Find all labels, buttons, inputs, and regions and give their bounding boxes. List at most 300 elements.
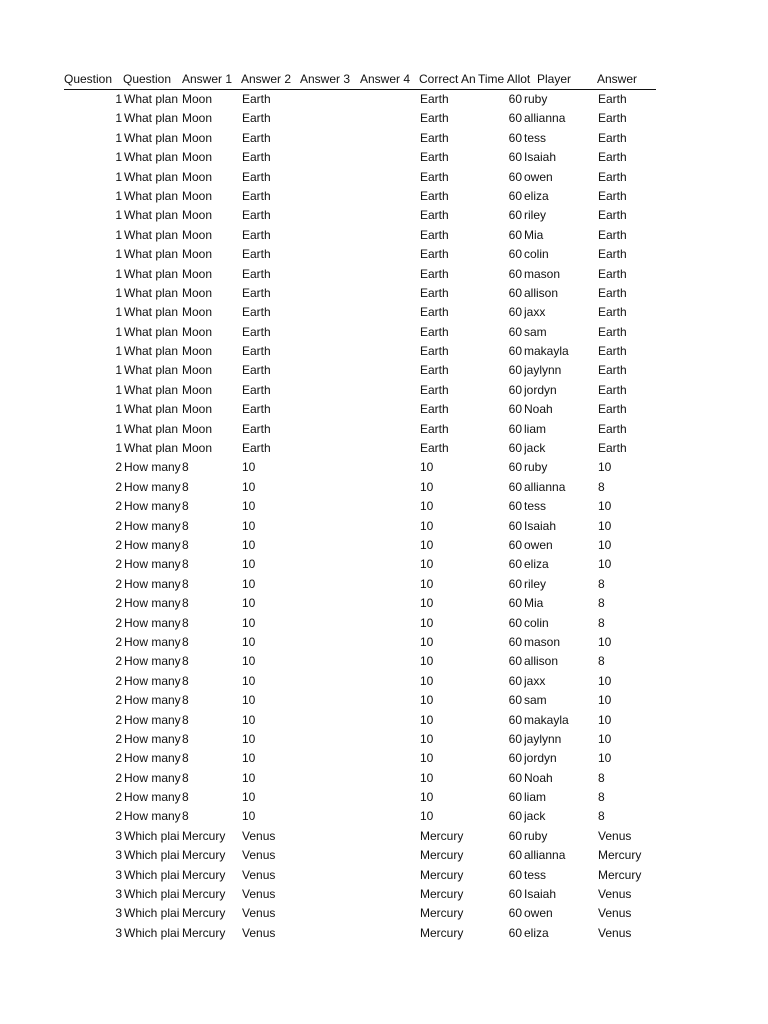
cell-answer-1: Moon <box>182 227 213 242</box>
cell-player: jaylynn <box>524 731 562 746</box>
cell-answer-1: 8 <box>182 751 189 766</box>
cell-answer: Earth <box>598 441 627 456</box>
cell-answer: Earth <box>598 130 627 145</box>
cell-player: tess <box>524 867 547 882</box>
header-answer-2: Answer 2 <box>241 72 292 86</box>
cell-answer: Earth <box>598 92 627 106</box>
cell-question-text: What plan <box>124 305 179 320</box>
header-player: Player <box>537 72 572 86</box>
cell-answer-1: Mercury <box>182 848 226 863</box>
cell-answer: Venus <box>598 906 632 921</box>
cell-player: liam <box>524 790 547 805</box>
table-row <box>64 633 656 652</box>
cell-question-text: What plan <box>124 285 179 300</box>
cell-question-text: How many <box>124 576 181 591</box>
table-row <box>64 206 656 225</box>
cell-answer-2: 10 <box>242 537 256 552</box>
cell-answer-2: Venus <box>242 887 276 902</box>
table-row <box>64 109 656 128</box>
cell-question-number: 3 <box>115 925 122 940</box>
cell-question-text: What plan <box>124 92 179 106</box>
cell-time-allotted: 60 <box>508 848 522 863</box>
cell-answer-2: 10 <box>242 673 256 688</box>
cell-question-number: 1 <box>115 247 122 262</box>
cell-answer: Earth <box>598 402 627 417</box>
cell-answer-1: 8 <box>182 790 189 805</box>
cell-answer: Earth <box>598 363 627 378</box>
cell-time-allotted: 60 <box>508 92 522 106</box>
cell-time-allotted: 60 <box>508 130 522 145</box>
cell-correct-answer: 10 <box>420 576 434 591</box>
cell-answer: 10 <box>598 673 612 688</box>
cell-question-text: What plan <box>124 150 179 165</box>
table-row <box>64 187 656 206</box>
header-time-allotted: Time Allot <box>478 72 531 86</box>
cell-answer: Earth <box>598 324 627 339</box>
cell-answer: Earth <box>598 111 627 126</box>
cell-time-allotted: 60 <box>508 867 522 882</box>
table-row <box>64 769 656 788</box>
cell-answer-2: Earth <box>242 150 271 165</box>
cell-question-text: What plan <box>124 421 179 436</box>
cell-answer-1: Mercury <box>182 906 226 921</box>
cell-answer-2: Earth <box>242 363 271 378</box>
cell-answer-1: 8 <box>182 576 189 591</box>
cell-time-allotted: 60 <box>508 441 522 456</box>
cell-answer: 10 <box>598 460 612 475</box>
cell-time-allotted: 60 <box>508 925 522 940</box>
table-row <box>64 517 656 536</box>
cell-player: jack <box>524 809 546 824</box>
cell-answer-1: 8 <box>182 518 189 533</box>
cell-question-number: 2 <box>115 693 122 708</box>
cell-answer-1: 8 <box>182 557 189 572</box>
cell-question-number: 2 <box>115 460 122 475</box>
cell-question-text: Which plai <box>124 906 180 921</box>
cell-time-allotted: 60 <box>508 208 522 223</box>
cell-answer: 10 <box>598 499 612 514</box>
cell-time-allotted: 60 <box>508 654 522 669</box>
cell-player: jaxx <box>524 673 546 688</box>
cell-answer: Earth <box>598 150 627 165</box>
cell-time-allotted: 60 <box>508 673 522 688</box>
table-row <box>64 711 656 730</box>
table-row <box>64 439 656 458</box>
cell-player: Mia <box>524 227 544 242</box>
cell-answer: Earth <box>598 247 627 262</box>
cell-answer-2: Venus <box>242 906 276 921</box>
cell-question-number: 1 <box>115 111 122 126</box>
cell-answer-1: 8 <box>182 654 189 669</box>
cell-answer: Venus <box>598 887 632 902</box>
cell-question-number: 1 <box>115 382 122 397</box>
cell-correct-answer: Earth <box>420 169 449 184</box>
cell-time-allotted: 60 <box>508 382 522 397</box>
cell-question-number: 2 <box>115 673 122 688</box>
cell-correct-answer: Earth <box>420 285 449 300</box>
cell-answer-1: 8 <box>182 712 189 727</box>
cell-answer-2: Earth <box>242 227 271 242</box>
cell-answer-1: Mercury <box>182 828 226 843</box>
cell-time-allotted: 60 <box>508 266 522 281</box>
cell-correct-answer: Earth <box>420 188 449 203</box>
cell-player: jordyn <box>524 382 557 397</box>
cell-question-number: 2 <box>115 499 122 514</box>
cell-player: sam <box>524 693 547 708</box>
cell-answer-2: 10 <box>242 460 256 475</box>
cell-question-text: How many <box>124 596 181 611</box>
cell-answer-1: Moon <box>182 130 213 145</box>
cell-answer: Earth <box>598 421 627 436</box>
table-row <box>64 168 656 187</box>
cell-question-number: 2 <box>115 518 122 533</box>
cell-time-allotted: 60 <box>508 537 522 552</box>
cell-answer-2: 10 <box>242 634 256 649</box>
cell-answer: Earth <box>598 266 627 281</box>
cell-answer-2: 10 <box>242 499 256 514</box>
cell-answer-1: Moon <box>182 266 213 281</box>
cell-question-number: 1 <box>115 305 122 320</box>
cell-answer-1: Moon <box>182 285 213 300</box>
cell-answer-1: 8 <box>182 770 189 785</box>
cell-question-text: What plan <box>124 130 179 145</box>
cell-answer-2: Earth <box>242 324 271 339</box>
cell-answer: 8 <box>598 596 605 611</box>
cell-answer: Earth <box>598 169 627 184</box>
cell-correct-answer: 10 <box>420 712 434 727</box>
cell-correct-answer: Mercury <box>420 867 464 882</box>
table-row <box>64 245 656 264</box>
cell-question-text: What plan <box>124 363 179 378</box>
cell-question-number: 1 <box>115 188 122 203</box>
cell-question-text: What plan <box>124 441 179 456</box>
cell-time-allotted: 60 <box>508 887 522 902</box>
cell-answer-2: 10 <box>242 576 256 591</box>
cell-question-number: 1 <box>115 363 122 378</box>
header-answer-4: Answer 4 <box>360 72 411 86</box>
cell-correct-answer: Earth <box>420 421 449 436</box>
cell-time-allotted: 60 <box>508 169 522 184</box>
cell-time-allotted: 60 <box>508 634 522 649</box>
table-row <box>64 594 656 613</box>
cell-correct-answer: 10 <box>420 731 434 746</box>
cell-correct-answer: Mercury <box>420 925 464 940</box>
cell-correct-answer: Earth <box>420 111 449 126</box>
cell-answer: Earth <box>598 208 627 223</box>
cell-correct-answer: 10 <box>420 809 434 824</box>
cell-time-allotted: 60 <box>508 518 522 533</box>
header-correct-answer: Correct An <box>419 72 476 86</box>
cell-answer-1: 8 <box>182 499 189 514</box>
cell-correct-answer: 10 <box>420 751 434 766</box>
cell-question-number: 1 <box>115 130 122 145</box>
cell-player: Isaiah <box>524 887 557 902</box>
cell-question-number: 1 <box>115 92 122 106</box>
cell-player: tess <box>524 499 547 514</box>
cell-answer-2: Venus <box>242 848 276 863</box>
cell-time-allotted: 60 <box>508 344 522 359</box>
cell-question-number: 3 <box>115 828 122 843</box>
cell-time-allotted: 60 <box>508 809 522 824</box>
cell-player: Noah <box>524 770 553 785</box>
cell-correct-answer: 10 <box>420 460 434 475</box>
cell-answer: Earth <box>598 188 627 203</box>
cell-question-number: 1 <box>115 266 122 281</box>
table-row <box>64 924 656 943</box>
cell-question-number: 2 <box>115 751 122 766</box>
cell-question-number: 1 <box>115 344 122 359</box>
cell-answer-2: 10 <box>242 790 256 805</box>
cell-question-text: How many <box>124 479 181 494</box>
cell-question-number: 2 <box>115 479 122 494</box>
cell-correct-answer: Earth <box>420 324 449 339</box>
table-row <box>64 361 656 380</box>
spreadsheet-table <box>64 70 656 943</box>
cell-answer: 8 <box>598 654 605 669</box>
cell-question-text: How many <box>124 712 181 727</box>
cell-correct-answer: 10 <box>420 537 434 552</box>
cell-answer-1: Moon <box>182 188 213 203</box>
table-row <box>64 303 656 322</box>
table-row <box>64 284 656 303</box>
table-row <box>64 691 656 710</box>
header-answer-3: Answer 3 <box>300 72 351 86</box>
cell-player: allianna <box>524 479 566 494</box>
cell-correct-answer: Earth <box>420 441 449 456</box>
cell-question-number: 1 <box>115 324 122 339</box>
cell-player: mason <box>524 266 561 281</box>
cell-answer-1: Moon <box>182 324 213 339</box>
cell-player: Mia <box>524 596 544 611</box>
cell-question-number: 1 <box>115 169 122 184</box>
cell-time-allotted: 60 <box>508 402 522 417</box>
cell-player: eliza <box>524 557 549 572</box>
cell-player: eliza <box>524 925 549 940</box>
cell-player: Noah <box>524 402 553 417</box>
cell-correct-answer: Earth <box>420 130 449 145</box>
cell-answer: 8 <box>598 615 605 630</box>
table-row <box>64 904 656 923</box>
cell-time-allotted: 60 <box>508 305 522 320</box>
cell-time-allotted: 60 <box>508 615 522 630</box>
table-row <box>64 90 656 109</box>
cell-correct-answer: 10 <box>420 615 434 630</box>
cell-answer-2: Earth <box>242 382 271 397</box>
cell-question-number: 2 <box>115 790 122 805</box>
cell-question-number: 2 <box>115 731 122 746</box>
table-body <box>64 90 656 943</box>
cell-answer: Mercury <box>598 867 642 882</box>
cell-time-allotted: 60 <box>508 247 522 262</box>
cell-answer: Mercury <box>598 848 642 863</box>
cell-correct-answer: Mercury <box>420 828 464 843</box>
header-answer: Answer <box>597 72 638 86</box>
cell-answer: 10 <box>598 557 612 572</box>
cell-answer-1: Moon <box>182 247 213 262</box>
cell-answer-2: Venus <box>242 828 276 843</box>
cell-question-text: How many <box>124 770 181 785</box>
cell-player: riley <box>524 576 547 591</box>
cell-time-allotted: 60 <box>508 499 522 514</box>
table-row <box>64 342 656 361</box>
table-row <box>64 478 656 497</box>
cell-player: makayla <box>524 344 569 359</box>
cell-question-text: Which plai <box>124 848 180 863</box>
cell-answer-2: Earth <box>242 92 271 106</box>
table-row <box>64 148 656 167</box>
cell-correct-answer: Mercury <box>420 848 464 863</box>
cell-answer-2: Earth <box>242 421 271 436</box>
cell-answer-2: 10 <box>242 654 256 669</box>
cell-question-number: 3 <box>115 867 122 882</box>
cell-question-number: 2 <box>115 809 122 824</box>
cell-answer-1: Moon <box>182 382 213 397</box>
cell-answer-1: 8 <box>182 731 189 746</box>
cell-player: allison <box>524 285 559 300</box>
cell-time-allotted: 60 <box>508 751 522 766</box>
table-row <box>64 807 656 826</box>
cell-correct-answer: 10 <box>420 499 434 514</box>
cell-correct-answer: Mercury <box>420 906 464 921</box>
cell-correct-answer: Earth <box>420 382 449 397</box>
cell-answer-2: 10 <box>242 615 256 630</box>
table-row <box>64 265 656 284</box>
cell-player: jaxx <box>524 305 546 320</box>
cell-answer-1: 8 <box>182 537 189 552</box>
cell-player: ruby <box>524 460 548 475</box>
cell-player: allianna <box>524 111 566 126</box>
cell-player: jack <box>524 441 546 456</box>
cell-answer-2: Earth <box>242 402 271 417</box>
cell-question-text: How many <box>124 731 181 746</box>
cell-question-text: How many <box>124 809 181 824</box>
cell-answer-1: 8 <box>182 479 189 494</box>
cell-question-text: How many <box>124 673 181 688</box>
cell-question-text: What plan <box>124 402 179 417</box>
cell-question-text: What plan <box>124 227 179 242</box>
cell-question-number: 2 <box>115 770 122 785</box>
cell-question-text: How many <box>124 557 181 572</box>
cell-time-allotted: 60 <box>508 731 522 746</box>
cell-player: jaylynn <box>524 363 562 378</box>
cell-player: ruby <box>524 828 548 843</box>
cell-time-allotted: 60 <box>508 828 522 843</box>
cell-answer-2: 10 <box>242 693 256 708</box>
cell-question-text: What plan <box>124 344 179 359</box>
table-row <box>64 575 656 594</box>
cell-time-allotted: 60 <box>508 576 522 591</box>
cell-correct-answer: 10 <box>420 596 434 611</box>
cell-answer-1: 8 <box>182 460 189 475</box>
cell-answer: Earth <box>598 382 627 397</box>
cell-answer: 10 <box>598 693 612 708</box>
cell-answer-2: Earth <box>242 344 271 359</box>
cell-correct-answer: 10 <box>420 770 434 785</box>
cell-answer-2: Earth <box>242 305 271 320</box>
cell-answer-1: 8 <box>182 634 189 649</box>
cell-answer: Earth <box>598 344 627 359</box>
table-row <box>64 788 656 807</box>
table-row <box>64 400 656 419</box>
cell-answer-1: Moon <box>182 421 213 436</box>
cell-answer-1: Moon <box>182 150 213 165</box>
cell-answer-1: Moon <box>182 92 213 106</box>
cell-correct-answer: Earth <box>420 344 449 359</box>
cell-correct-answer: Earth <box>420 247 449 262</box>
cell-answer: 10 <box>598 518 612 533</box>
cell-time-allotted: 60 <box>508 460 522 475</box>
cell-time-allotted: 60 <box>508 150 522 165</box>
cell-question-number: 2 <box>115 537 122 552</box>
cell-answer-2: Venus <box>242 925 276 940</box>
cell-answer: Venus <box>598 828 632 843</box>
cell-question-text: What plan <box>124 247 179 262</box>
cell-answer-1: 8 <box>182 693 189 708</box>
table-row <box>64 458 656 477</box>
cell-correct-answer: Earth <box>420 402 449 417</box>
cell-correct-answer: 10 <box>420 518 434 533</box>
cell-time-allotted: 60 <box>508 111 522 126</box>
cell-question-number: 1 <box>115 441 122 456</box>
table-row <box>64 730 656 749</box>
cell-time-allotted: 60 <box>508 557 522 572</box>
cell-correct-answer: 10 <box>420 790 434 805</box>
cell-question-number: 2 <box>115 576 122 591</box>
header-question-text: Question <box>123 72 172 86</box>
cell-player: ruby <box>524 92 548 106</box>
cell-question-text: How many <box>124 634 181 649</box>
table-row <box>64 129 656 148</box>
cell-answer-2: 10 <box>242 770 256 785</box>
cell-question-text: Which plai <box>124 925 180 940</box>
cell-answer-2: Earth <box>242 169 271 184</box>
cell-time-allotted: 60 <box>508 285 522 300</box>
cell-time-allotted: 60 <box>508 227 522 242</box>
cell-question-text: What plan <box>124 324 179 339</box>
table-row <box>64 420 656 439</box>
cell-question-text: What plan <box>124 266 179 281</box>
cell-answer-1: Moon <box>182 363 213 378</box>
cell-answer-1: 8 <box>182 673 189 688</box>
cell-question-text: How many <box>124 518 181 533</box>
cell-question-text: Which plai <box>124 828 180 843</box>
table-row <box>64 536 656 555</box>
cell-correct-answer: Earth <box>420 305 449 320</box>
cell-answer-1: 8 <box>182 809 189 824</box>
cell-answer-2: 10 <box>242 557 256 572</box>
table-row <box>64 381 656 400</box>
table-row <box>64 672 656 691</box>
cell-question-text: How many <box>124 790 181 805</box>
cell-answer-1: Mercury <box>182 887 226 902</box>
cell-answer-1: 8 <box>182 615 189 630</box>
cell-question-number: 2 <box>115 654 122 669</box>
cell-answer: Earth <box>598 227 627 242</box>
cell-correct-answer: Earth <box>420 150 449 165</box>
cell-question-text: How many <box>124 460 181 475</box>
cell-player: Isaiah <box>524 150 557 165</box>
header-question-number: Question <box>64 72 113 86</box>
cell-time-allotted: 60 <box>508 693 522 708</box>
cell-answer-2: 10 <box>242 479 256 494</box>
table-row <box>64 614 656 633</box>
cell-answer-2: Earth <box>242 266 271 281</box>
cell-answer-2: Earth <box>242 441 271 456</box>
cell-correct-answer: Earth <box>420 227 449 242</box>
cell-answer: Earth <box>598 305 627 320</box>
cell-question-text: How many <box>124 693 181 708</box>
cell-player: owen <box>524 169 553 184</box>
